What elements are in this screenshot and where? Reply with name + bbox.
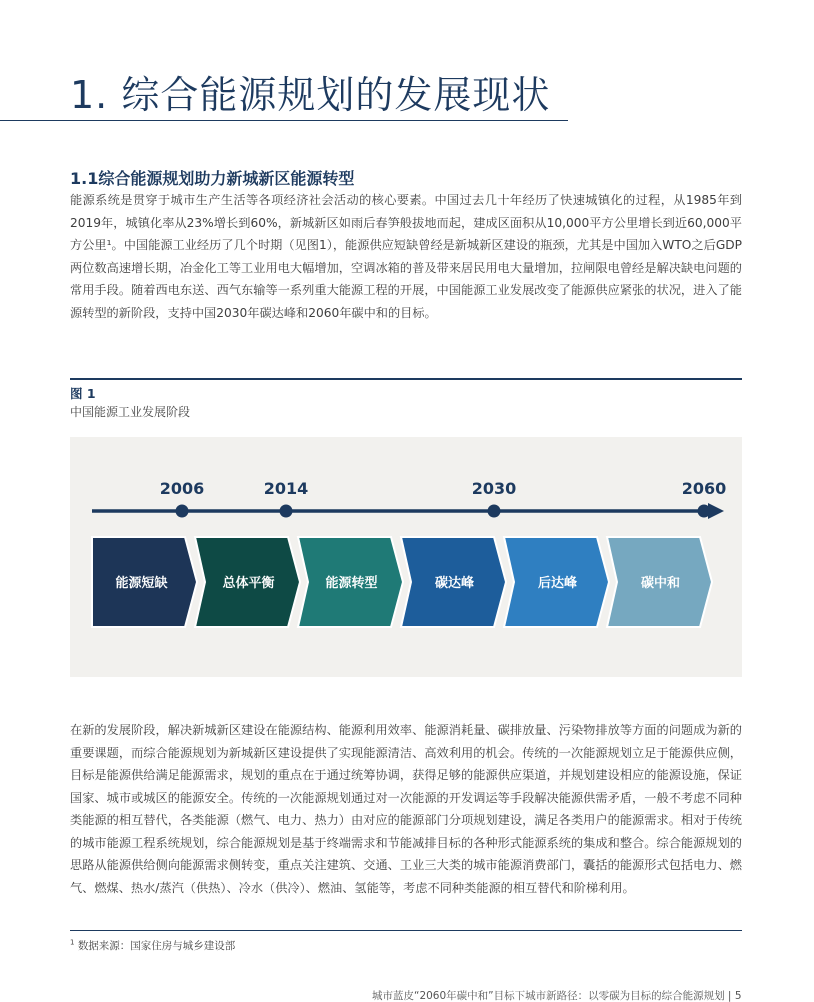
footnote [70,938,235,953]
footnote-text: 数据来源：国家住房与城乡建设部 [77,940,236,952]
timeline-year-dot [280,505,293,518]
stage-label: 后达峰 [537,576,578,591]
energy-timeline-figure [70,437,742,677]
figure-label: 图 1 [70,386,96,401]
timeline-year-dot [488,505,501,518]
footnote-marker: 1 [70,938,75,947]
timeline-year-label: 2060 [681,479,727,498]
section-title: 1.1综合能源规划助力新城新区能源转型 [70,169,355,188]
timeline-year-label: 2014 [263,479,309,498]
stage-label: 能源短缺 [115,576,168,591]
stage-label: 能源转型 [325,576,378,591]
page-footer: 城市蓝皮“2060年碳中和”目标下城市新路径：以零碳为目标的综合能源规划 | 5 [372,990,742,1002]
chapter-title-rule [0,120,568,121]
timeline-year-dot [176,505,189,518]
figure-top-rule [70,378,742,380]
timeline-year-label: 2006 [159,479,205,498]
chapter-title: 1. 综合能源规划的发展现状 [70,73,551,117]
stage-label: 总体平衡 [222,576,275,591]
figure-caption: 中国能源工业发展阶段 [70,405,191,419]
timeline-diagram [70,437,742,677]
timeline-year-dot [698,505,711,518]
stage-label: 碳达峰 [434,576,475,591]
timeline-year-label: 2030 [471,479,517,498]
stage-label: 碳中和 [640,576,681,591]
body-paragraph: 在新的发展阶段，解决新城新区建设在能源结构、能源利用效率、能源消耗量、碳排放量、污染物排放等方面的问题成为新的重要课题，而综合能源规划为新城新区建设提供了实现能源清洁、高效利用的机会。传统的一次能源规划立足于能源供应侧，目标是能源供给满足能源需求，规划的重点在于通过统筹协调，获得足够的能源供应渠道，并规划建设相应的能源设施，保证国家、城市或城区的能源安全。传统的一次能源规划通过对一次能源的开发调运等手段解决能源供需矛盾，一般不考虑不同种类能源的相互替代，各类能源（燃气、电力、热力）由对应的能源部门分项规划建设，满足各类用户的能源需求。相对于传统的城市能源工程系统规划，综合能源规划是基于终端需求和节能减排目标的各种形式能源系统的集成和整合。综合能源规划的思路从能源供给侧向能源需求侧转变，重点关注建筑、交通、工业三大类的城市能源消费部门，囊括的能源形式包括电力、燃气、燃煤、热水/蒸汽（供热）、冷水（供冷）、燃油、氢能等，考虑不同种类能源的相互替代和阶梯利用。 [70,723,742,895]
intro-paragraph: 能源系统是贯穿于城市生产生活等各项经济社会活动的核心要素。中国过去几十年经历了快速城镇化的过程，从1985年到2019年，城镇化率从23%增长到60%，新城新区如雨后春笋般拔地而起，建成区面积从10,000平方公里增长到近60,000平方公里¹。中国能源工业经历了几个时期（见图1），能源供应短缺曾经是新城新区建设的瓶颈，尤其是中国加入WTO之后GDP两位数高速增长期，冶金化工等工业用电大幅增加，空调冰箱的普及带来居民用电大量增加，拉闸限电曾经是解决缺电问题的常用手段。随着西电东送、西气东输等一系列重大能源工程的开展，中国能源工业发展改变了能源供应紧张的状况，进入了能源转型的新阶段，支持中国2030年碳达峰和2060年碳中和的目标。 [70,193,742,320]
footnote-rule [70,930,742,931]
